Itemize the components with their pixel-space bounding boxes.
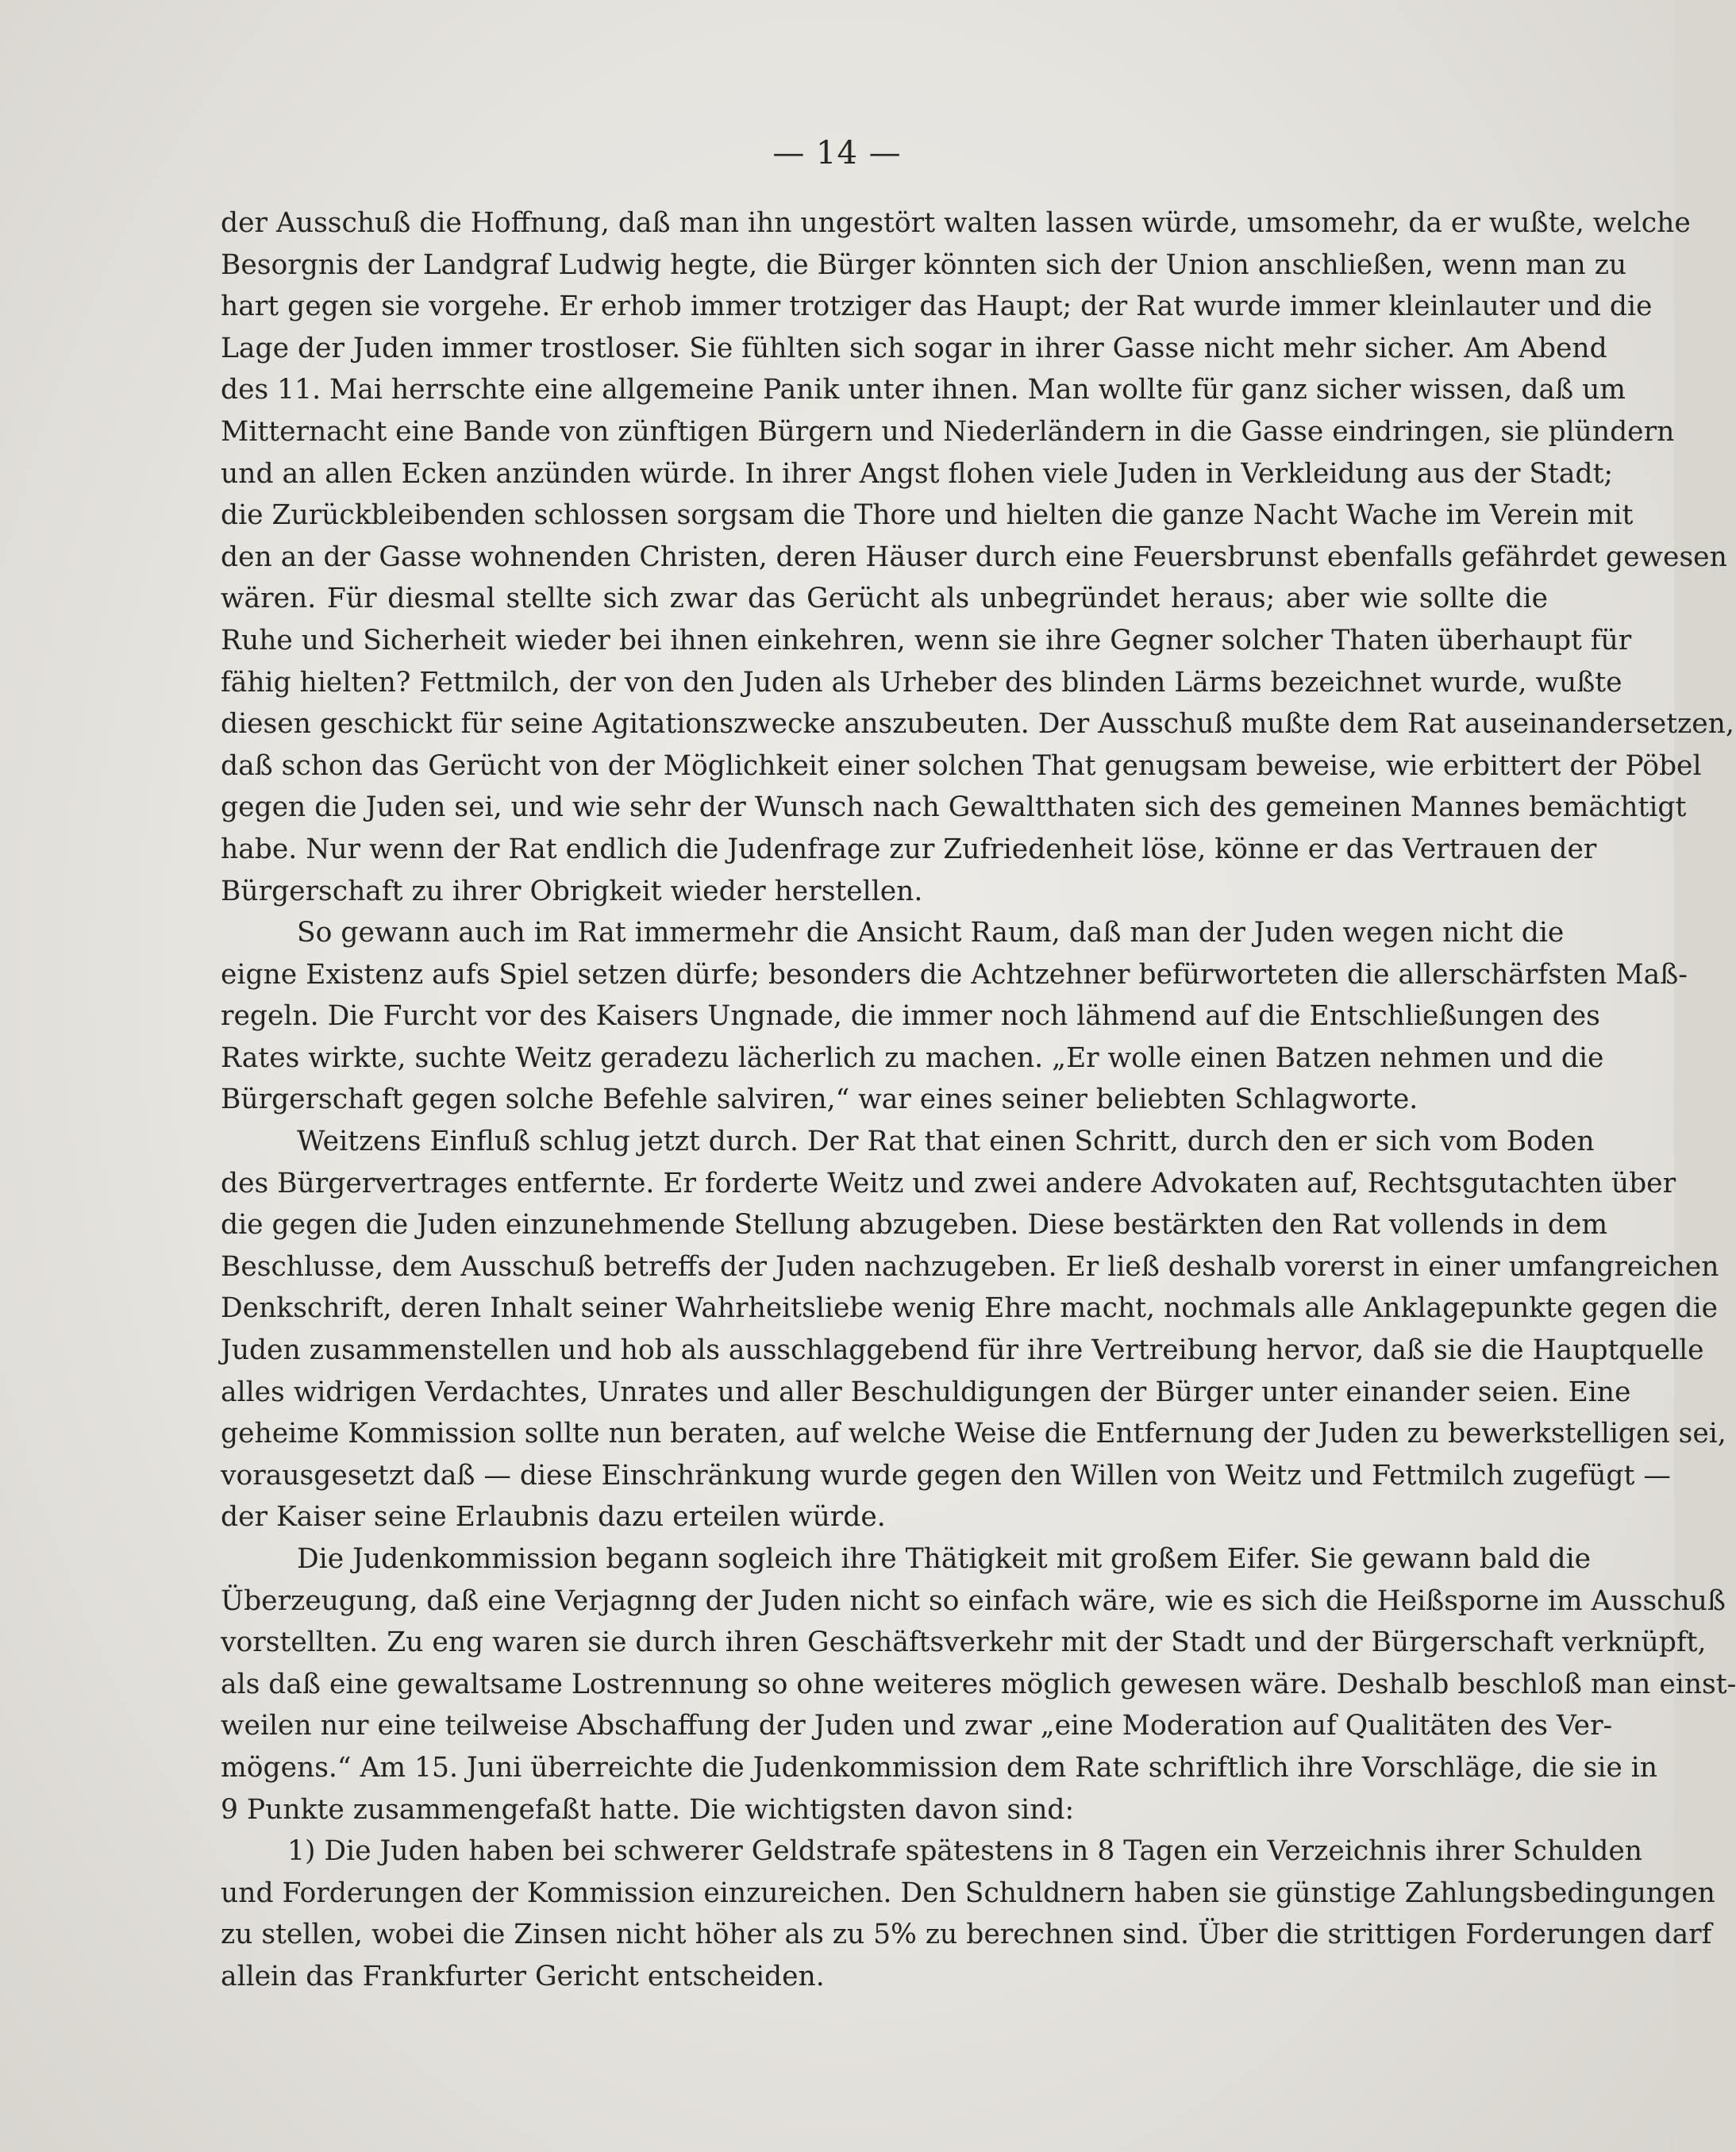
text-line: der Kaiser seine Erlaubnis dazu erteilen würde. [221, 1501, 886, 1534]
text-line: Bürgerschaft gegen solche Befehle salviren,“ war eines seiner beliebten Schlagworte. [221, 1084, 1418, 1116]
text-line: gegen die Juden sei, und wie sehr der Wunsch nach Gewaltthaten sich des gemeinen Mannes bemächtigt [221, 791, 1687, 824]
paragraph-1 [221, 202, 1734, 912]
text-line: 9 Punkte zusammengefaßt hatte. Die wichtigsten davon sind: [221, 1793, 1075, 1826]
text-line: Lage der Juden immer trostloser. Sie fühlten sich sogar in ihrer Gasse nicht mehr sicher. Am Abend [221, 332, 1607, 364]
text-line: Überzeugung, daß eine Verjagnng der Juden nicht so einfach wäre, wie es sich die Heißsporne im Ausschuß [221, 1584, 1726, 1617]
text-line: Bürgerschaft zu ihrer Obrigkeit wieder herstellen. [221, 875, 923, 907]
text-line: allein das Frankfurter Gericht entscheiden. [221, 1960, 825, 1992]
text-line: als daß eine gewaltsame Lostrennung so ohne weiteres möglich gewesen wäre. Deshalb beschloß man einst- [221, 1668, 1736, 1700]
text-line: habe. Nur wenn der Rat endlich die Judenfrage zur Zufriedenheit löse, könne er das Vertrauen der [221, 833, 1597, 865]
text-line: vorausgesetzt daß — diese Einschränkung wurde gegen den Willen von Weitz und Fettmilch zugefügt — [221, 1459, 1671, 1492]
text-line: die gegen die Juden einzunehmende Stellung abzugeben. Diese bestärkten den Rat vollends in dem [221, 1209, 1608, 1242]
paragraph-4 [221, 1538, 1736, 1831]
text-line: die Zurückbleibenden schlossen sorgsam die Thore und hielten die ganze Nacht Wache im Verein mit [221, 499, 1634, 532]
list-item-1 [221, 1831, 1715, 1997]
text-line: Mitternacht eine Bande von zünftigen Bürgern und Niederländern in die Gasse eindringen, sie plündern [221, 415, 1675, 448]
text-line: und an allen Ecken anzünden würde. In ihrer Angst flohen viele Juden in Verkleidung aus der Stadt; [221, 457, 1614, 490]
text-line: So gewann auch im Rat immermehr die Ansicht Raum, daß man der Juden wegen nicht die [297, 917, 1565, 949]
text-line: weilen nur eine teilweise Abschaffung der Juden und zwar „eine Moderation auf Qualitäten des Ver- [221, 1710, 1613, 1742]
text-line: vorstellten. Zu eng waren sie durch ihren Geschäftsverkehr mit der Stadt und der Bürgerschaft verknüpft, [221, 1627, 1707, 1659]
text-line: und Forderungen der Kommission einzureichen. Den Schuldnern haben sie günstige Zahlungsbedingungen [221, 1877, 1715, 1909]
text-line: den an der Gasse wohnenden Christen, deren Häuser durch eine Feuersbrunst ebenfalls gefährdet gewesen [221, 541, 1727, 573]
text-line: zu stellen, wobei die Zinsen nicht höher als zu 5% zu berechnen sind. Über die strittigen Forderungen darf [221, 1919, 1712, 1951]
text-line: fähig hielten? Fettmilch, der von den Juden als Urheber des blinden Lärms bezeichnet wurde, wußte [221, 666, 1622, 699]
text-line: alles widrigen Verdachtes, Unrates und aller Beschuldigungen der Bürger unter einander seien. Eine [221, 1376, 1631, 1408]
text-line: diesen geschickt für seine Agitationszwecke anszubeuten. Der Ausschuß mußte dem Rat auseinandersetzen, [221, 708, 1734, 741]
text-line: Ruhe und Sicherheit wieder bei ihnen einkehren, wenn sie ihre Gegner solcher Thaten überhaupt für [221, 624, 1632, 656]
text-line: wären. Für diesmal stellte sich zwar das Gerücht als unbegründet heraus; aber wie sollte die [221, 583, 1548, 615]
paragraph-2 [221, 912, 1688, 1121]
text-line: des Bürgervertrages entfernte. Er forderte Weitz und zwei andere Advokaten auf, Rechtsgutachten über [221, 1167, 1676, 1199]
paragraph-3 [221, 1121, 1726, 1538]
page-number: — 14 — [772, 135, 902, 171]
text-line: Rates wirkte, suchte Weitz geradezu lächerlich zu machen. „Er wolle einen Batzen nehmen und die [221, 1041, 1604, 1074]
text-line: Juden zusammenstellen und hob als ausschlaggebend für ihre Vertreibung hervor, daß sie die Hauptquelle [221, 1334, 1704, 1367]
text-line: geheime Kommission sollte nun beraten, auf welche Weise die Entfernung der Juden zu bewerkstelligen sei, [221, 1418, 1726, 1450]
text-line: Besorgnis der Landgraf Ludwig hegte, die Bürger könnten sich der Union anschließen, wenn man zu [221, 248, 1627, 281]
text-line: Die Judenkommission begann sogleich ihre Thätigkeit mit großem Eifer. Sie gewann bald die [297, 1543, 1592, 1575]
text-line: des 11. Mai herrschte eine allgemeine Panik unter ihnen. Man wollte für ganz sicher wissen, daß um [221, 374, 1626, 406]
text-line: Weitzens Einfluß schlug jetzt durch. Der Rat that einen Schritt, durch den er sich vom Boden [297, 1126, 1595, 1158]
text-line: regeln. Die Furcht vor des Kaisers Ungnade, die immer noch lähmend auf die Entschließungen des [221, 1000, 1600, 1033]
text-line: Beschlusse, dem Ausschuß betreffs der Juden nachzugeben. Er ließ deshalb vorerst in einer umfangreichen [221, 1250, 1719, 1283]
text-line: mögens.“ Am 15. Juni überreichte die Judenkommission dem Rate schriftlich ihre Vorschläge, die sie in [221, 1751, 1657, 1784]
text-line: eigne Existenz aufs Spiel setzen dürfe; besonders die Achtzehner befürworteten die allerschärfsten Maß- [221, 958, 1688, 991]
text-line: Denkschrift, deren Inhalt seiner Wahrheitsliebe wenig Ehre macht, nochmals alle Anklagepunkte gegen die [221, 1292, 1719, 1325]
text-line: der Ausschuß die Hoffnung, daß man ihn ungestört walten lassen würde, umsomehr, da er wußte, welche [221, 207, 1691, 239]
text-line: hart gegen sie vorgehe. Er erhob immer trotziger das Haupt; der Rat wurde immer kleinlauter und die [221, 291, 1653, 323]
text-line: 1) Die Juden haben bei schwerer Geldstrafe spätestens in 8 Tagen ein Verzeichnis ihrer Schulden [287, 1835, 1643, 1868]
body-text [221, 202, 1736, 1998]
text-line: daß schon das Gerücht von der Möglichkeit einer solchen That genugsam beweise, wie erbittert der Pöbel [221, 749, 1702, 782]
